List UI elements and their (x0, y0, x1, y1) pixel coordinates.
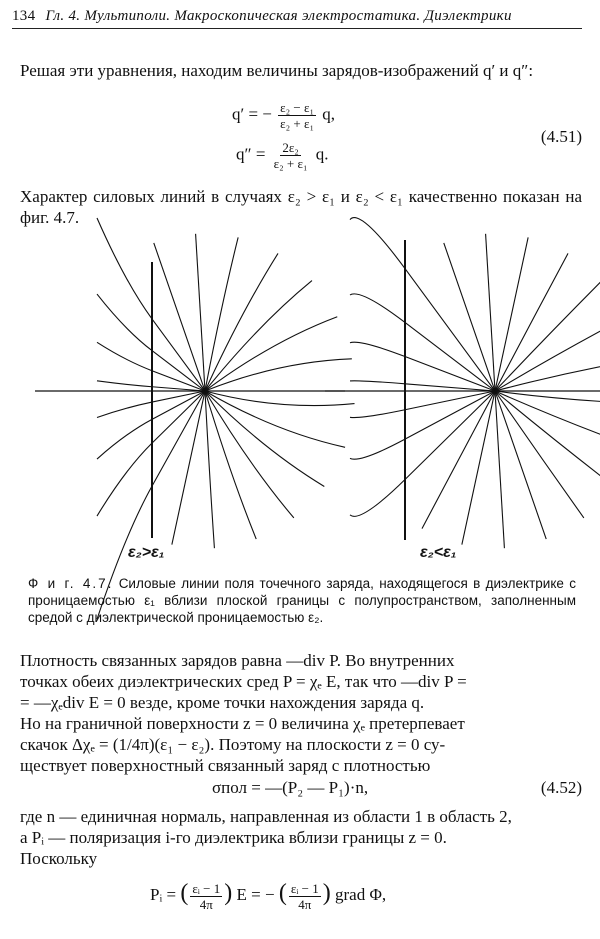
eq-p-den1: 4π (199, 896, 213, 912)
eq-p-num1: εᵢ − 1 (192, 880, 221, 896)
figure-right-panel (325, 218, 600, 549)
eq-p-mid: E = − (236, 885, 275, 904)
para4-line: где n — единичная нормаль, направленная из области 1 в область 2, (20, 807, 512, 826)
paragraph-1: Решая эти уравнения, находим величины зарядов-изображений q′ и q″: (20, 61, 534, 80)
eq-q1-denominator: ε₂ + ε₁ (280, 116, 314, 131)
field-line (495, 317, 600, 391)
eq-p-den2: 4π (298, 896, 312, 912)
figure-label-right: ε₂<ε₁ (420, 544, 457, 561)
field-line (350, 218, 495, 391)
equation-polarization: Pᵢ = ( $\frac{\text{εᵢ − 1}}{4\pi}$ ) E = − ( $\frac{\text{εᵢ − 1}}{4\pi}$ ) grad Φ, (150, 880, 387, 912)
equation-number-4-51: (4.51) (540, 127, 582, 146)
eq-p-lhs: Pᵢ = (150, 885, 177, 904)
figure-caption (28, 575, 576, 626)
para3-line: скачок Δχₑ = (1/4π)(ε₁ − ε₂). Поэтому на плоскости z = 0 су- (20, 735, 446, 754)
field-line (205, 391, 345, 447)
running-title: Гл. 4. Мультиполи. Макроскопическая электростатика. Диэлектрики (45, 8, 512, 24)
field-line (495, 391, 600, 447)
eq-q1-lhs: q′ = − (232, 104, 272, 124)
paragraph-2: Характер силовых линий в случаях ε₂ > ε₁ и ε₂ < ε₁ качественно показан на фиг. 4.7. (20, 187, 582, 227)
page-number: 134 (12, 8, 36, 24)
field-line (462, 391, 495, 545)
para3-line: точках обеих диэлектрических сред P = χₑ E, так что —div P = (20, 672, 467, 691)
field-line (422, 391, 495, 529)
field-line (205, 253, 278, 391)
paragraph-4 (20, 806, 582, 869)
figure-label-left: ε₂>ε₁ (128, 544, 165, 561)
field-line (495, 391, 600, 486)
field-line (205, 281, 312, 391)
para4-line: Поскольку (20, 849, 98, 868)
field-line (205, 391, 294, 518)
eq-p-fraction-2 (289, 881, 321, 912)
field-line (350, 342, 495, 391)
eq-p-fraction-1 (190, 881, 222, 912)
para3-line: Но на граничной поверхности z = 0 величина χₑ претерпевает (20, 714, 465, 733)
eq-q1-numerator: ε₂ − ε₁ (280, 100, 314, 115)
caption-lead: Ф и г. 4.7. (28, 576, 114, 591)
field-line (495, 281, 600, 391)
eq-q2-lhs: q″ = (236, 144, 266, 164)
para3-line: = —χₑdiv E = 0 везде, кроме точки нахождения заряда q. (20, 693, 425, 712)
paragraph-3 (20, 650, 582, 776)
field-line (350, 391, 495, 459)
field-line (350, 294, 495, 391)
figure-left-panel (35, 218, 355, 619)
para4-line: а Pᵢ — поляризация i-го диэлектрика вблизи границы z = 0. (20, 828, 447, 847)
para3-line: Плотность связанных зарядов равна —div P. Во внутренних (20, 651, 455, 670)
field-line (205, 391, 214, 548)
eq-p-num2: εᵢ − 1 (290, 880, 319, 896)
field-line (205, 237, 238, 391)
field-line (350, 391, 495, 418)
field-line (495, 253, 568, 391)
para3-line: ществует поверхностный связанный заряд с плотностью (20, 756, 431, 775)
equation-sigma: σпол = —(P₂ — P₁)·n, (212, 778, 369, 797)
eq-p-rhs: grad Φ, (334, 885, 387, 904)
field-line (172, 391, 205, 545)
caption-text: Силовые линии поля точечного заряда, находящегося в диэлектрике с проницаемостью ε₁ вблизи плоской границы с полупространством, заполненным средой с диэлектрической проницаемостью ε₂. (28, 576, 576, 625)
field-line (495, 237, 528, 391)
eq-q2-numerator: 2ε₂ (282, 140, 299, 155)
equation-number-4-52: (4.52) (540, 778, 582, 797)
field-line (350, 391, 495, 516)
eq-q2-denominator: ε₂ + ε₁ (273, 156, 308, 171)
eq-q2-rhs: q. (315, 144, 329, 164)
field-line (205, 317, 337, 391)
eq-q1-rhs: q, (322, 104, 335, 124)
